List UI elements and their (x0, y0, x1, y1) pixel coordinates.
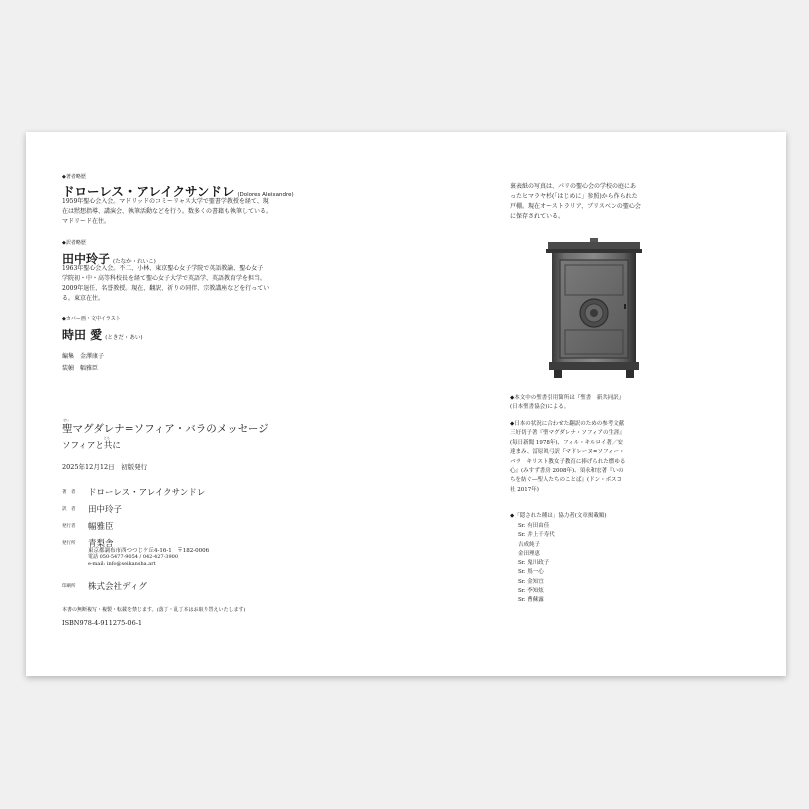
colophon-address-block (88, 548, 209, 567)
note-line: ちを紡ぐ―聖人たちのことば』(ドン・ボスコ (510, 477, 623, 484)
bio-line: る。東京在住。 (62, 295, 105, 302)
caption-line: 戸棚。現在オーストラリア、ブリスベンの聖心会 (510, 203, 641, 210)
author-section-label: ◆著者略歴 (62, 174, 86, 180)
list-item: Sr. 鬼川政子 (518, 560, 550, 567)
illustrator-name-line (62, 324, 142, 343)
list-item: 金田理恵 (518, 550, 541, 557)
title-rest: マグダレナ=ソフィア・バラのメッセージ (72, 423, 269, 435)
subtitle-a: ソフィアと (62, 441, 104, 451)
translator-bio (62, 264, 269, 304)
staff-designer (62, 363, 98, 372)
note-line: (日本聖書協会)による。 (510, 404, 570, 411)
colophon-label: 訳 者 (62, 507, 76, 512)
caption-line: ったヒマラヤ杉(「はじめに」参照)から作られた (510, 193, 638, 200)
list-item: Sr. 井上千寿代 (518, 532, 555, 539)
illustrator-name: 時田 愛 (62, 328, 103, 342)
colophon-label: 発行者 (62, 524, 76, 529)
note-line: (毎日新聞 1978年)、フィル・キルロイ著／安 (510, 439, 623, 446)
photo-caption (510, 182, 641, 222)
caption-line: 裏表紙の写真は、パリの聖心会の学校の庭にあ (510, 183, 637, 190)
note-line: 達まみ、冨原眞弓訳『マドレーヌ=ソフィー・ (510, 449, 625, 456)
colophon-label: 著 者 (62, 490, 76, 495)
note-line: ◆日本の状況に合わせた翻訳のための参考文献 (510, 421, 625, 427)
staff-role: 編集 (62, 353, 75, 360)
illustrator-section-label: ◆カバー画・文中イラスト (62, 316, 121, 322)
note-line: ◆本文中の聖書引用箇所は『聖書 新共同訳』 (510, 395, 625, 401)
copyright-notice: 本書の無断複写・複製・転載を禁じます。(落丁・乱丁本はお取り替えいたします) (62, 607, 246, 613)
bio-line: 1959年聖心会入会。マドリッドのコミーリャス大学で聖書学教授を経て、現 (62, 198, 269, 205)
staff-editor (62, 351, 104, 360)
translator-reading: (たなか・れいこ) (113, 259, 156, 265)
note-line: 社 2017年) (510, 486, 539, 493)
note-line: バラ キリスト教女子教育に捧げられた燃ゆる (510, 458, 626, 465)
subtitle-b: 共 (103, 441, 113, 451)
staff-name: 金澤康子 (80, 353, 105, 360)
book-spread (26, 132, 786, 676)
subtitle-c: に (112, 441, 121, 451)
list-item: Sr. 嶌一心 (518, 569, 544, 576)
publish-date: 2025年12月12日 初版発行 (62, 463, 148, 471)
email: e-mail: info@seikansha.art (88, 560, 156, 567)
colophon-value: 株式会社ディグ (88, 582, 147, 592)
caption-line: に保存されている。 (510, 213, 565, 220)
book-subtitle (62, 436, 121, 451)
translator-name: 田中玲子 (62, 252, 111, 266)
scripture-note (510, 394, 624, 413)
collaborators-list (518, 522, 555, 606)
title-prefix-wrap (62, 418, 73, 435)
title-ruby: せい (63, 418, 70, 422)
references-note (510, 420, 625, 495)
isbn: ISBN978-4-911275-06-1 (62, 619, 143, 627)
cabinet-photo (546, 238, 642, 379)
note-line: 心』(みすず書房 2008年)、須永和宏著『いの (510, 468, 624, 475)
colophon-value: 幅雅臣 (88, 522, 114, 532)
list-item: Sr. 曹蘇露 (518, 597, 544, 604)
list-item: Sr. 有田由佳 (518, 523, 550, 529)
colophon-label: 発行所 (62, 541, 76, 546)
subtitle-kanji-wrap (103, 436, 113, 451)
translator-section-label: ◆訳者略歴 (62, 240, 86, 246)
list-item: 吉成純子 (518, 541, 541, 548)
colophon-value: 田中玲子 (88, 505, 123, 515)
colophon-value: ドローレス・アレイクサンドレ (88, 488, 206, 498)
bio-line: 2009年退任、名誉教授。現在、翻訳、祈りの同伴、宗教講座などを行ってい (62, 285, 270, 292)
author-name: ドローレス・アレイクサンドレ (62, 184, 235, 199)
phone: 電話 050-5477-9054 / 042-427-3900 (88, 554, 179, 561)
book-title (62, 418, 269, 436)
address: 東京都調布市西つつじケ丘4-16-1 〒182-0006 (88, 548, 210, 554)
list-item: Sr. 李知炫 (518, 588, 544, 595)
bio-line: 1963年聖心会入会。不二、小林、東京聖心女子学院で英語教諭、聖心女子 (62, 265, 264, 272)
bio-line: マドリード在住。 (62, 218, 111, 225)
bio-line: 在は黙想指導、講演会、執筆活動などを行う。数多くの書籍も執筆している。 (62, 208, 273, 215)
list-item: Sr. 金知宜 (518, 578, 544, 585)
colophon-label: 印刷所 (62, 584, 76, 589)
author-bio (62, 197, 272, 227)
note-line: 三好切子著『聖マグダレナ・ソフィアの生涯』 (510, 430, 625, 437)
title-prefix: 聖 (62, 423, 73, 435)
author-latin-name: (Dolores Aleixandre) (237, 192, 294, 198)
staff-role: 装幀 (62, 365, 75, 372)
staff-name: 幅雅臣 (80, 365, 99, 372)
subtitle-ruby: とも (103, 436, 110, 440)
bio-line: 学院初・中・高等科校長を経て聖心女子大学で英語学、英語教育学を担当。 (62, 275, 267, 282)
collaborators-title: ◆「隠された種は」協力者(文章掲載順) (510, 513, 607, 519)
colophon-value: 青梨舎 (88, 539, 114, 549)
illustrator-reading: (ときだ・あい) (105, 335, 143, 341)
